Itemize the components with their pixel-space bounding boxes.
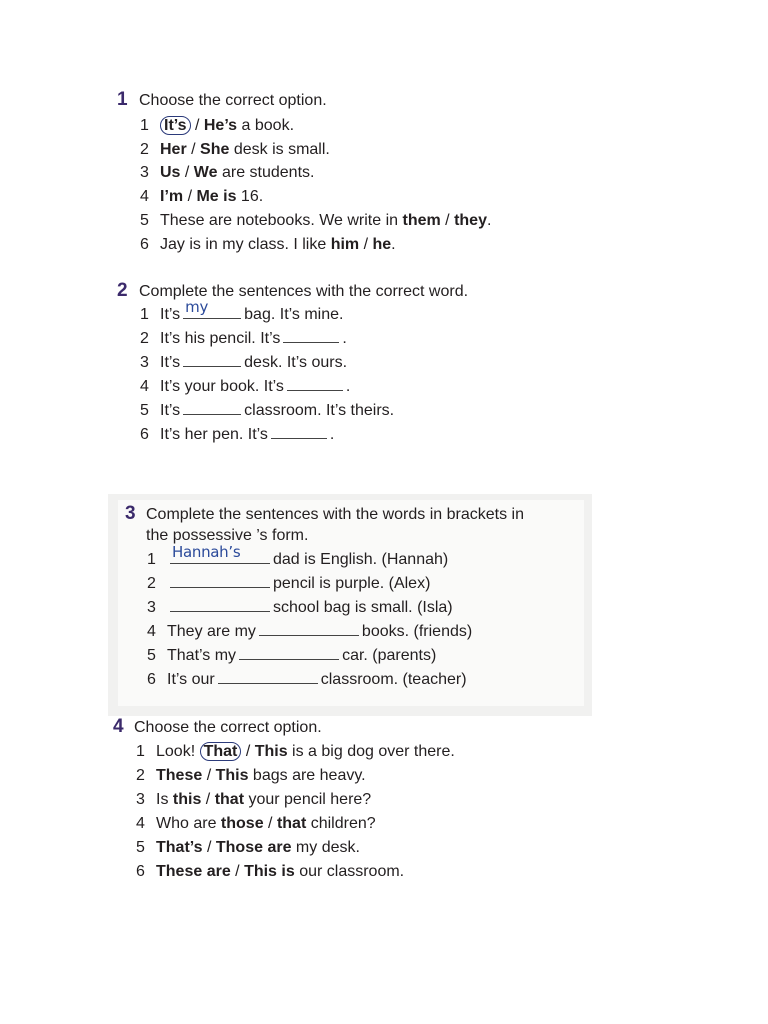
option[interactable]: He’s: [203, 117, 238, 134]
answer-blank[interactable]: [271, 424, 327, 439]
exercise-title: Complete the sentences with the correct word.: [139, 283, 469, 300]
exercise-title-line-2: the possessive ’s form.: [146, 527, 309, 544]
answer-blank[interactable]: [239, 645, 339, 660]
exercise-number: 1: [117, 89, 128, 110]
option[interactable]: This: [254, 743, 288, 760]
option[interactable]: this: [172, 791, 202, 808]
option[interactable]: Her: [160, 141, 187, 158]
answer-blank[interactable]: [170, 597, 270, 612]
answer-blank[interactable]: [183, 352, 241, 367]
exercise-title: Choose the correct option.: [139, 92, 327, 109]
exercise-number: 2: [117, 280, 128, 301]
answer-blank[interactable]: [170, 573, 270, 588]
option[interactable]: Me is: [196, 188, 237, 205]
option[interactable]: That’s: [156, 839, 203, 856]
option[interactable]: them: [402, 212, 441, 229]
option[interactable]: that: [214, 791, 245, 808]
answer-blank[interactable]: [183, 298, 241, 319]
option[interactable]: Us: [160, 164, 181, 181]
option[interactable]: those: [220, 815, 264, 832]
handwritten-answer: my: [185, 298, 209, 316]
answer-blank[interactable]: [287, 376, 343, 391]
option[interactable]: These are: [156, 863, 231, 880]
answer-blank[interactable]: [283, 328, 339, 343]
exercise-title: Choose the correct option.: [134, 719, 322, 736]
option[interactable]: they: [454, 212, 487, 229]
exercise-number: 3: [125, 503, 136, 524]
handwritten-answer: Hannah’s: [172, 543, 241, 561]
exercise-number: 4: [113, 716, 124, 737]
option[interactable]: Those are: [215, 839, 292, 856]
option[interactable]: that: [276, 815, 307, 832]
option[interactable]: he: [372, 236, 392, 253]
exercise-title-line-1: Complete the sentences with the words in brackets in: [146, 506, 524, 523]
answer-blank[interactable]: [183, 400, 241, 415]
option[interactable]: I’m: [160, 188, 184, 205]
selected-option[interactable]: It’s: [160, 116, 191, 135]
option[interactable]: She: [200, 141, 230, 158]
option[interactable]: We: [193, 164, 218, 181]
option[interactable]: These: [156, 767, 203, 784]
selected-option[interactable]: That: [200, 742, 242, 761]
answer-blank[interactable]: [170, 543, 270, 564]
option[interactable]: This is: [244, 863, 295, 880]
answer-blank[interactable]: [218, 669, 318, 684]
option[interactable]: This: [215, 767, 249, 784]
answer-blank[interactable]: [259, 621, 359, 636]
option[interactable]: him: [330, 236, 360, 253]
